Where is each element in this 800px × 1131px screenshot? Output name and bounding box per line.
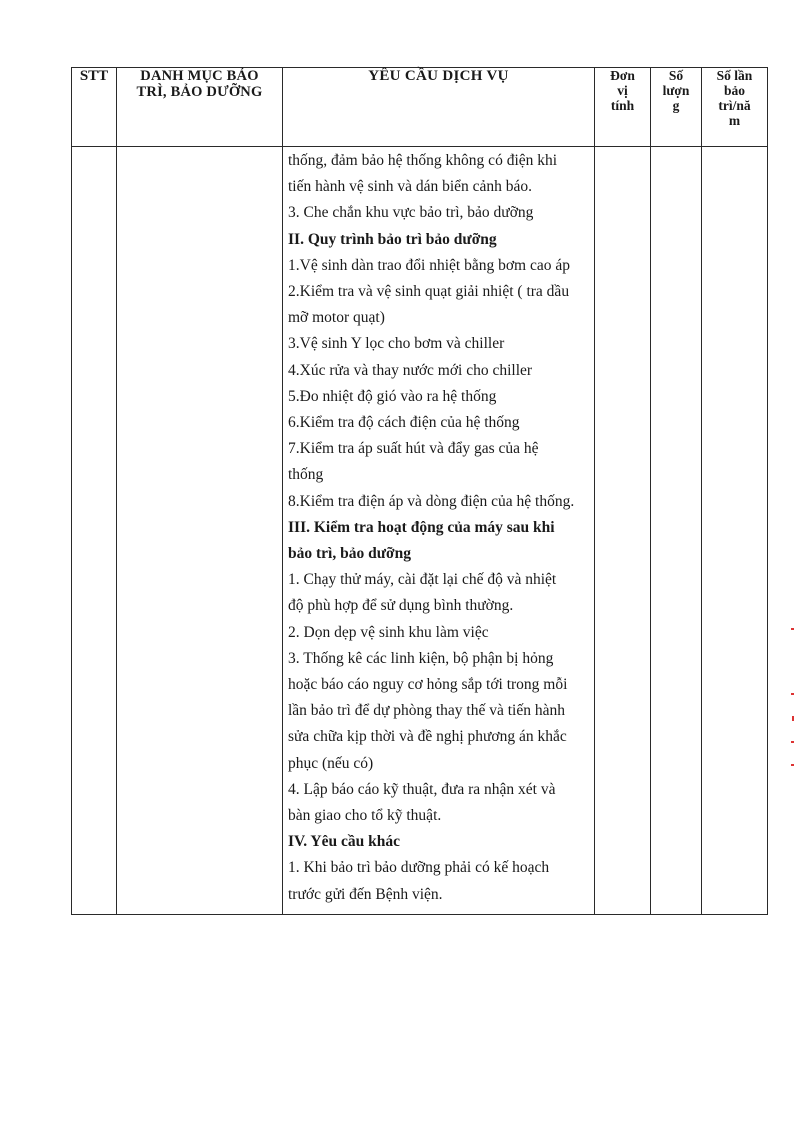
requirements-list: [283, 147, 594, 908]
cell-times-per-year: [702, 147, 768, 915]
requirement-line: bàn giao cho tổ kỹ thuật.: [288, 807, 442, 825]
scan-margin-marks: [780, 0, 800, 1131]
section-heading: II. Quy trình bảo trì bảo dưỡng: [288, 230, 497, 248]
header-times-per-year: Số lần bảo trì/nă m: [702, 68, 768, 147]
requirement-line: 1. Chạy thử máy, cài đặt lại chế độ và nhiệt: [288, 571, 557, 589]
cell-quantity: [651, 147, 702, 915]
requirement-line: 8.Kiểm tra điện áp và dòng điện của hệ thống.: [288, 492, 575, 510]
cell-requirements: [283, 147, 595, 915]
scan-mark: [791, 628, 794, 630]
maintenance-requirements-table: [71, 67, 768, 915]
header-service-requirements: YÊU CẦU DỊCH VỤ: [283, 68, 595, 147]
requirement-line: 3. Thống kê các linh kiện, bộ phận bị hỏng: [288, 649, 554, 667]
header-maintenance-category: DANH MỤC BẢO TRÌ, BẢO DƯỠNG: [117, 68, 283, 147]
requirement-line: 3.Vệ sinh Y lọc cho bơm và chiller: [288, 335, 505, 353]
scan-mark: [792, 716, 794, 721]
requirement-line: hoặc báo cáo nguy cơ hỏng sắp tới trong mỗi: [288, 676, 568, 694]
requirement-line: 1. Khi bảo trì bảo dưỡng phải có kế hoạch: [288, 859, 550, 877]
requirement-line: lần bảo trì để dự phòng thay thế và tiến hành: [288, 702, 565, 720]
cell-stt: [72, 147, 117, 915]
requirement-line: 4.Xúc rửa và thay nước mới cho chiller: [288, 361, 533, 379]
header-stt: STT: [72, 68, 117, 147]
requirement-line: thống, đảm bảo hệ thống không có điện khi: [288, 152, 558, 169]
section-heading: III. Kiểm tra hoạt động của máy sau khi: [288, 518, 555, 536]
requirement-line: 2.Kiểm tra và vệ sinh quạt giải nhiệt ( tra dầu: [288, 283, 570, 301]
table-header-row: [72, 68, 768, 147]
requirement-line: trước gửi đến Bệnh viện.: [288, 885, 443, 903]
requirement-line: thống: [288, 466, 324, 484]
requirement-line: 2. Dọn dẹp vệ sinh khu làm việc: [288, 623, 489, 641]
section-heading: IV. Yêu cầu khác: [288, 833, 400, 851]
requirement-line: 7.Kiểm tra áp suất hút và đẩy gas của hệ: [288, 440, 539, 458]
header-unit: Đơn vị tính: [595, 68, 651, 147]
table-row: [72, 147, 768, 915]
requirement-line: 3. Che chắn khu vực bảo trì, bảo dưỡng: [288, 204, 534, 222]
requirement-line: tiến hành vệ sinh và dán biển cảnh báo.: [288, 178, 533, 196]
requirement-line: 1.Vệ sinh dàn trao đổi nhiệt bằng bơm cao áp: [288, 256, 570, 274]
scan-mark: [791, 764, 794, 766]
requirement-line: 6.Kiểm tra độ cách điện của hệ thống: [288, 414, 520, 432]
cell-category: [117, 147, 283, 915]
cell-unit: [595, 147, 651, 915]
requirement-line: sửa chữa kịp thời và đề nghị phương án khắc: [288, 728, 567, 746]
header-quantity: Số lượn g: [651, 68, 702, 147]
scan-mark: [791, 693, 794, 695]
section-heading: bảo trì, bảo dưỡng: [288, 545, 411, 563]
requirement-line: mỡ motor quạt): [288, 309, 385, 327]
requirement-line: độ phù hợp để sử dụng bình thường.: [288, 597, 514, 615]
requirement-line: 4. Lập báo cáo kỹ thuật, đưa ra nhận xét và: [288, 780, 556, 798]
requirement-line: phục (nếu có): [288, 754, 374, 772]
scan-mark: [791, 741, 794, 743]
requirement-line: 5.Đo nhiệt độ gió vào ra hệ thống: [288, 387, 497, 405]
